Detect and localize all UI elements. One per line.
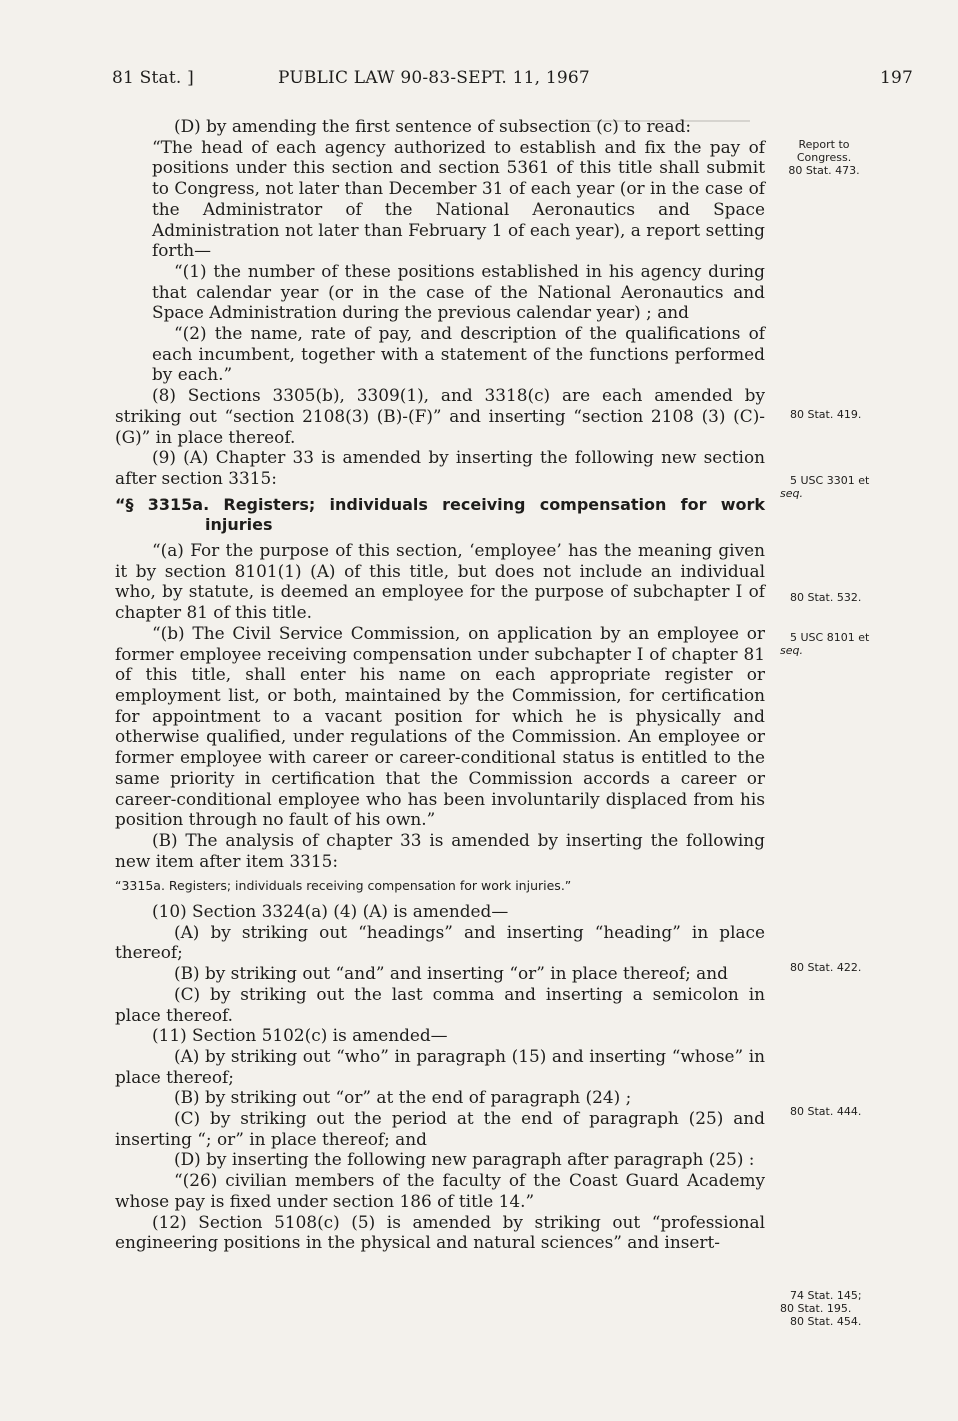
margin-note-report: Report to Congress. 80 Stat. 473. xyxy=(788,138,860,177)
paragraph: (B) The analysis of chapter 33 is amended by inserting the following new item after item 3315: xyxy=(115,829,765,871)
margin-note: 5 USC 8101 et seq. xyxy=(780,631,870,657)
quoted-paragraph: “(2) the name, rate of pay, and description of the qualifications of each incumbent, together with a statement of the functions performed by each.” xyxy=(152,323,765,385)
page-number: 197 xyxy=(880,68,914,88)
paragraph: “(26) civilian members of the faculty of the Coast Guard Academy whose pay is fixed under section 186 of title 14.” xyxy=(115,1170,765,1211)
paragraph: (A) by striking out “who” in paragraph (15) and inserting “whose” in place thereof; xyxy=(115,1045,765,1087)
section-heading: “§ 3315a. Registers; individuals receiving compensation for work injuries xyxy=(115,494,765,535)
header-title: PUBLIC LAW 90-83-SEPT. 11, 1967 xyxy=(278,68,590,88)
margin-note: 80 Stat. 444. xyxy=(790,1105,862,1118)
analysis-item: “3315a. Registers; individuals receiving compensation for work injuries.” xyxy=(115,878,572,894)
body-text xyxy=(115,116,765,1253)
margin-note: 80 Stat. 419. xyxy=(790,408,862,421)
quoted-paragraph: “The head of each agency authorized to establish and fix the pay of positions under this section and section 5361 of this title shall submit to Congress, not later than December 31 of each year (or in the case of the Administrator of the National Aeronautics and Space Administration not later than February 1 of each year), a report setting forth— xyxy=(152,136,765,261)
margin-note: 74 Stat. 145; 80 Stat. 195. 80 Stat. 454. xyxy=(780,1289,862,1328)
paragraph: (B) by striking out “or” at the end of paragraph (24) ; xyxy=(174,1087,632,1108)
quoted-paragraph: “(1) the number of these positions established in his agency during that calendar year (or in the case of the National Aeronautics and Space Administration during the previous calendar year) ; and xyxy=(152,260,765,323)
margin-note: 80 Stat. 422. xyxy=(790,961,862,974)
paragraph: (A) by striking out “headings” and inserting “heading” in place thereof; xyxy=(115,921,765,963)
paragraph: (10) Section 3324(a) (4) (A) is amended— xyxy=(152,901,509,922)
margin-note: 5 USC 3301 et seq. xyxy=(780,474,870,500)
paragraph: (9) (A) Chapter 33 is amended by inserting the following new section after section 3315: xyxy=(115,447,765,488)
paragraph: (B) by striking out “and” and inserting “or” in place thereof; and xyxy=(174,963,728,984)
paragraph: “(b) The Civil Service Commission, on application by an employee or former employee receiving compensation under subchapter I of chapter 81 of this title, shall enter his name on each appropriate register or employment list, or both, maintained by the Commission, for certification for appointment to a vacant position for which he is physically and otherwise qualified, under regulations of the Commission. An employee or former employee with career or career-conditional status is entitled to the same priority in certification that the Commission accords a career or career-conditional employee who has been involuntarily displaced from his position through no fault of his own.” xyxy=(115,622,765,830)
margin-note: 80 Stat. 532. xyxy=(790,591,862,604)
paragraph: (12) Section 5108(c) (5) is amended by striking out “professional engineering positions in the physical and natural sciences” and insert- xyxy=(115,1211,765,1253)
paragraph: (D) by amending the first sentence of subsection (c) to read: xyxy=(174,116,692,136)
paragraph: (8) Sections 3305(b), 3309(1), and 3318(c) are each amended by striking out “section 2108(3) (B)-(F)” and inserting “section 2108 (3) (C)-(G)” in place thereof. xyxy=(115,385,765,447)
paragraph: “(a) For the purpose of this section, ‘employee’ has the meaning given it by section 8101(1) (A) of this title, but does not include an individual who, by statute, is deemed an employee for the purpose of subchapter I of chapter 81 of this title. xyxy=(115,540,765,623)
paragraph: (C) by striking out the last comma and inserting a semicolon in place thereof. xyxy=(115,983,765,1025)
paragraph: (D) by inserting the following new paragraph after paragraph (25) : xyxy=(174,1149,755,1170)
paragraph: (C) by striking out the period at the end of paragraph (25) and inserting “; or” in place thereof; and xyxy=(115,1108,765,1149)
header-volume: 81 Stat. ] xyxy=(112,68,194,88)
paragraph: (11) Section 5102(c) is amended— xyxy=(152,1025,448,1046)
